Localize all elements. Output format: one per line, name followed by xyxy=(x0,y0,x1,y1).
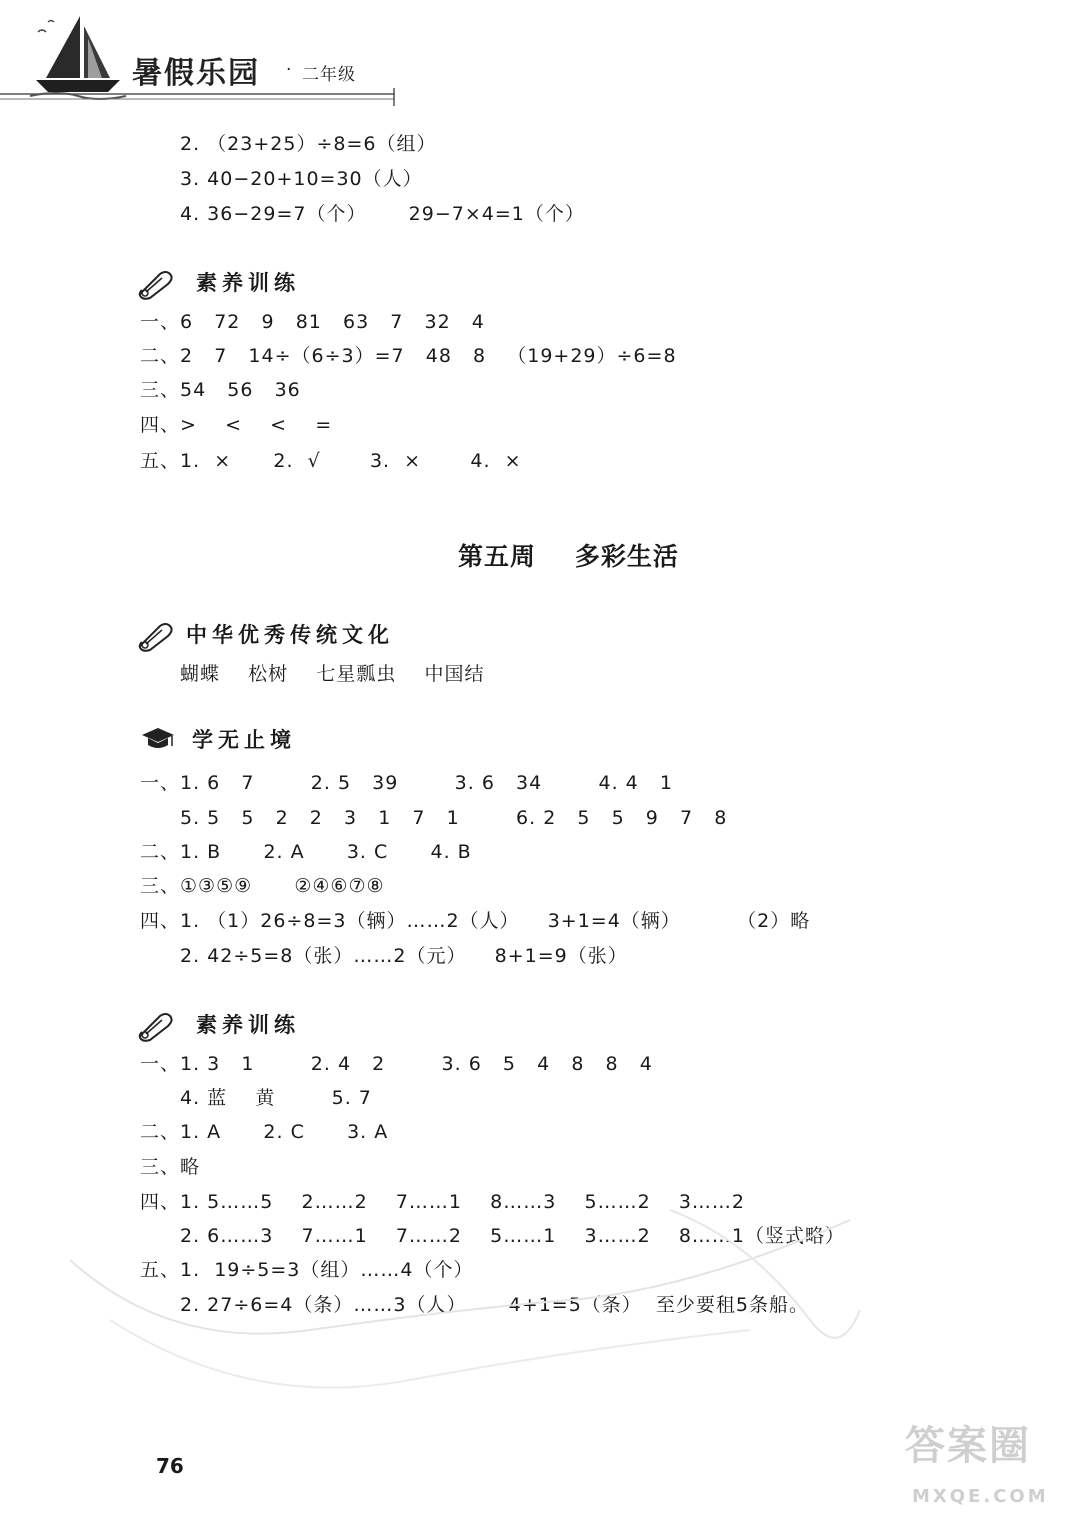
scroll-icon xyxy=(136,268,176,300)
section-title: 学无止境 xyxy=(192,728,296,752)
answer-line: 三、略 xyxy=(140,1156,201,1178)
watermark-logo: 答案圈 xyxy=(905,1423,1031,1469)
answer-line: 四、> < < = xyxy=(140,414,333,436)
grade-label: 二年级 xyxy=(302,65,356,85)
answer-line: 五、1. × 2. √ 3. × 4. × xyxy=(140,450,522,472)
answer-line: 一、6 72 9 81 63 7 32 4 xyxy=(140,311,485,333)
answer-line: 二、1. B 2. A 3. C 4. B xyxy=(140,841,472,863)
answer-line: 蝴蝶 松树 七星瓢虫 中国结 xyxy=(180,663,485,685)
answer-line: 三、①③⑤⑨ ②④⑥⑦⑧ xyxy=(140,875,385,897)
header-rule xyxy=(0,86,400,106)
scroll-icon xyxy=(136,1010,176,1042)
answer-line: 2. 27÷6=4（条）……3（人） 4+1=5（条） 至少要租5条船。 xyxy=(180,1294,809,1316)
answer-line: 5. 5 5 2 2 3 1 7 1 6. 2 5 5 9 7 8 xyxy=(180,807,728,829)
book-title: 暑假乐园 xyxy=(132,56,260,91)
answer-line: 五、1. 19÷5=3（组）……4（个） xyxy=(140,1259,474,1281)
section-title: 素养训练 xyxy=(196,1013,300,1037)
answer-line: 2. 6……3 7……1 7……2 5……1 3……2 8……1（竖式略） xyxy=(180,1225,846,1247)
answer-line: 4. 36−29=7（个） 29−7×4=1（个） xyxy=(180,203,585,225)
answer-line: 一、1. 3 1 2. 4 2 3. 6 5 4 8 8 4 xyxy=(140,1053,653,1075)
background-sketch xyxy=(50,1180,880,1460)
answer-line: 二、2 7 14÷（6÷3）=7 48 8 （19+29）÷6=8 xyxy=(140,345,677,367)
section-title: 中华优秀传统文化 xyxy=(186,623,394,647)
section-title: 素养训练 xyxy=(196,271,300,295)
answer-line: 2. （23+25）÷8=6（组） xyxy=(180,133,437,155)
answer-line: 3. 40−20+10=30（人） xyxy=(180,168,423,190)
week-title: 第五周 多彩生活 xyxy=(458,542,679,571)
graduation-cap-icon xyxy=(140,726,176,752)
answer-line: 2. 42÷5=8（张）……2（元） 8+1=9（张） xyxy=(180,945,628,967)
answer-line: 4. 蓝 黄 5. 7 xyxy=(180,1087,372,1109)
page-number: 76 xyxy=(156,1454,184,1478)
answer-line: 四、1. （1）26÷8=3（辆）……2（人） 3+1=4（辆） （2）略 xyxy=(140,910,811,932)
answer-line: 二、1. A 2. C 3. A xyxy=(140,1121,389,1143)
answer-line: 三、54 56 36 xyxy=(140,379,301,401)
answer-line: 四、1. 5……5 2……2 7……1 8……3 5……2 3……2 xyxy=(140,1191,746,1213)
answer-line: 一、1. 6 7 2. 5 39 3. 6 34 4. 4 1 xyxy=(140,772,673,794)
scroll-icon xyxy=(136,620,176,652)
watermark-site: MXQE.COM xyxy=(912,1486,1049,1507)
header-dot: · xyxy=(286,60,293,80)
